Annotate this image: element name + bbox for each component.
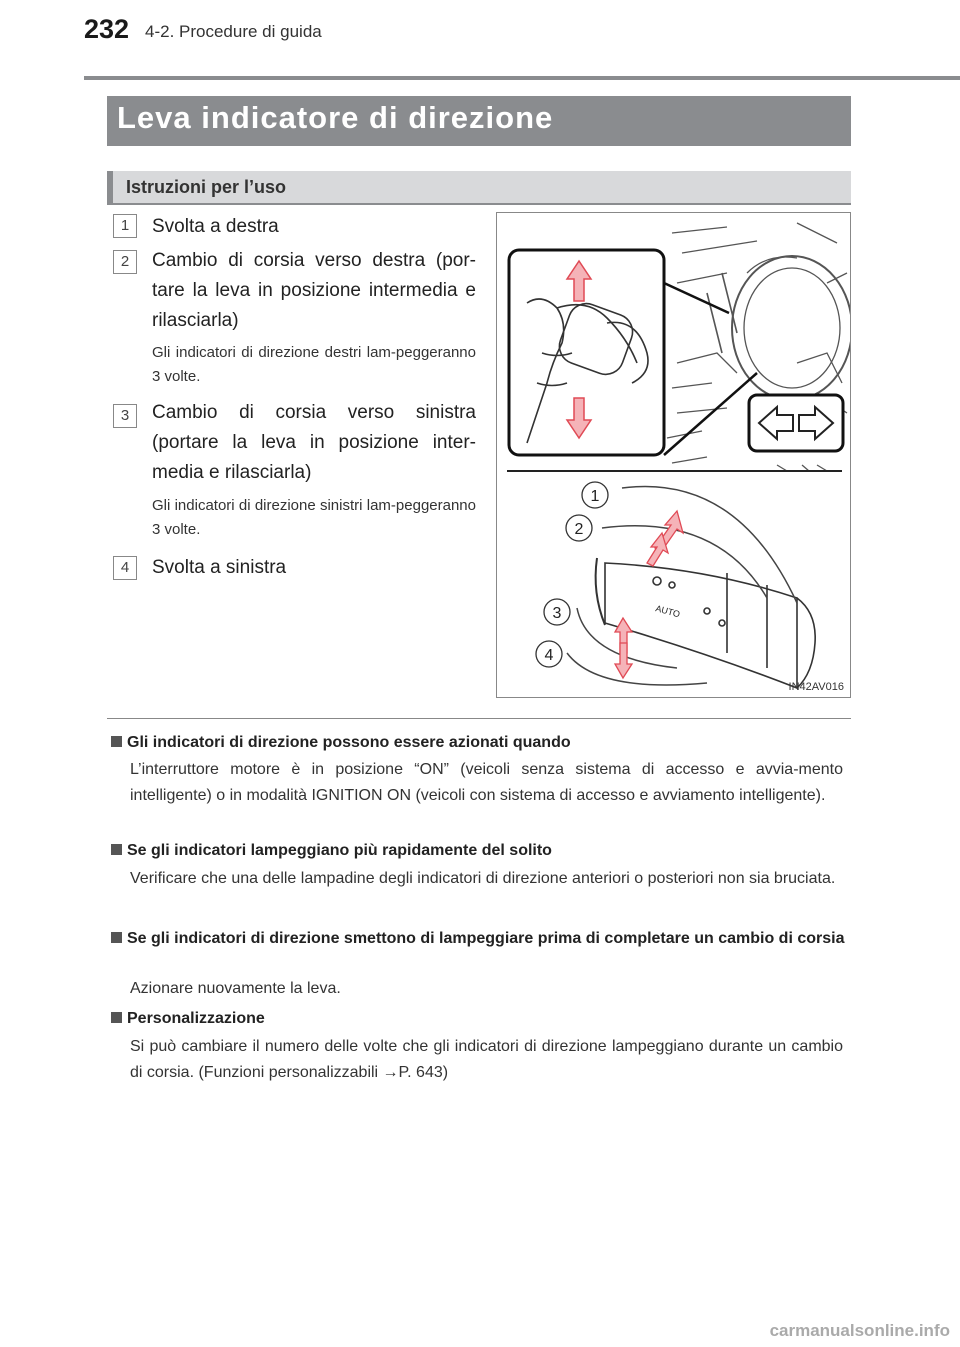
bullet-square-icon: [111, 932, 122, 943]
item-text-2: Cambio di corsia verso destra (por-tare la leva in posizione intermedia e rilasciarla): [152, 250, 476, 331]
note-body-3: Azionare nuovamente la leva.: [130, 980, 341, 997]
header-rule: [84, 76, 960, 80]
bullet-square-icon: [111, 844, 122, 855]
note-heading-3: Se gli indicatori di direzione smettono di lampeggiare prima di completare un cambio di corsia: [111, 926, 851, 952]
item-number-1: 1: [113, 214, 137, 238]
item-text-4: Svolta a sinistra: [152, 557, 287, 578]
section-rule: [107, 718, 851, 719]
item-number-3: 3: [113, 404, 137, 428]
note-body-4: Si può cambiare il numero delle volte che gli indicatori di direzione lampeggiano durante un cambio di corsia. (Funzioni personalizzabili →P. 643): [130, 1038, 843, 1081]
watermark: carmanualsonline.info: [769, 1321, 950, 1340]
item-text-1: Svolta a destra: [152, 216, 279, 237]
item-note-2: Gli indicatori di direzione destri lam-peggeranno 3 volte.: [152, 344, 476, 385]
figure-code: IN42AV016: [788, 681, 844, 693]
note-heading-2: Se gli indicatori lampeggiano più rapidamente del solito: [111, 842, 552, 860]
note-heading-1: Gli indicatori di direzione possono essere azionati quando: [111, 734, 571, 752]
section-reference: 4-2. Procedure di guida: [145, 22, 322, 41]
subsection-marker: [107, 171, 113, 203]
page-title: Leva indicatore di direzione: [117, 100, 554, 135]
page-number: 232: [84, 14, 130, 44]
callout-3: 3: [552, 605, 562, 622]
callout-1: 1: [590, 488, 600, 505]
item-number-4: 4: [113, 556, 137, 580]
item-text-3: Cambio di corsia verso sinistra (portare la leva in posizione inter-media e rilasciarla): [152, 402, 476, 483]
turn-signal-lever-figure: [496, 212, 851, 698]
lever-illustration: [497, 213, 851, 698]
subsection-title: Istruzioni per l’uso: [126, 177, 287, 197]
bullet-square-icon: [111, 736, 122, 747]
note-body-1: L’interruttore motore è in posizione “ON” (veicoli senza sistema di accesso e avvia-mento intelligente) o in modalità IGNITION ON (veicoli con sistema di accesso e avviamento intelligente).: [130, 761, 843, 804]
note-heading-4: Personalizzazione: [111, 1010, 265, 1028]
callout-4: 4: [544, 647, 554, 664]
bullet-square-icon: [111, 1012, 122, 1023]
item-number-2: 2: [113, 250, 137, 274]
callout-2: 2: [574, 521, 584, 538]
note-body-2: Verificare che una delle lampadine degli indicatori di direzione anteriori o posteriori non sia bruciata.: [130, 870, 836, 887]
subsection-rule: [107, 203, 851, 205]
item-note-3: Gli indicatori di direzione sinistri lam-peggeranno 3 volte.: [152, 497, 476, 538]
indicator-arrow-box: [749, 395, 843, 451]
lever-auto-label: AUTO: [654, 603, 682, 620]
